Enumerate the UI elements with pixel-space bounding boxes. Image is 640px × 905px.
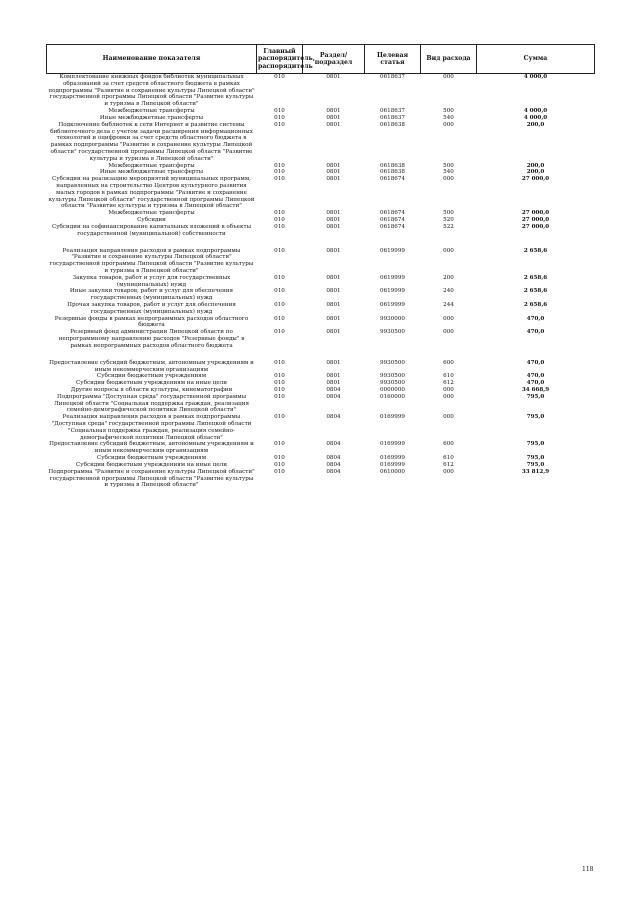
table-row (47, 441, 595, 455)
row-exp-type: 600 (443, 441, 454, 448)
row-exp-type: 000 (443, 315, 454, 322)
row-exp-type: 000 (443, 386, 454, 393)
budget-table (46, 44, 595, 489)
row-exp-type: 000 (443, 393, 454, 400)
row-name: Реализация направления расходов в рамках подпрограммы "Доступная среда" государственной программы Липецкой области "Социальная поддержка граждан, реализация семейно-демографической политики Липецкой области" (51, 414, 252, 441)
row-section: 0801 (326, 176, 341, 183)
row-name: Иные межбюджетные трансферты (99, 169, 204, 176)
row-target: 9930500 (380, 359, 405, 366)
row-main-manager: 010 (274, 108, 285, 115)
row-name: Резервные фонды в рамках непрограммных расходов областного бюджета (54, 315, 249, 329)
row-section: 0801 (326, 121, 341, 128)
row-exp-type: 610 (443, 373, 454, 380)
row-exp-type: 000 (443, 121, 454, 128)
row-name: Другие вопросы в области культуры, кинематографии (70, 386, 233, 393)
row-sum: 795,0 (526, 393, 545, 400)
row-section: 0801 (326, 74, 341, 80)
table-row (47, 302, 595, 316)
row-main-manager: 010 (274, 461, 285, 468)
row-sum: 2 658,6 (523, 302, 548, 308)
row-main-manager: 010 (274, 455, 285, 462)
row-main-manager: 010 (274, 210, 285, 217)
row-exp-type: 000 (443, 329, 454, 336)
row-section: 0801 (326, 108, 341, 115)
table-row (47, 115, 595, 122)
row-name: Субсидии бюджетным учреждениям (96, 373, 207, 380)
row-target: 9930500 (380, 380, 405, 387)
row-name: Подпрограмма "Развитие и сохранение культуры Липецкой области" государственной программы Липецкой области "Развитие культуры и туризма в Липецкой области" (48, 468, 255, 489)
row-target: 0169999 (380, 455, 405, 462)
row-section: 0801 (326, 247, 341, 254)
row-target: 0160000 (380, 393, 405, 400)
row-main-manager: 010 (274, 380, 285, 387)
table-row (47, 74, 595, 109)
row-main-manager: 010 (274, 373, 285, 380)
row-exp-type: 000 (443, 414, 454, 421)
row-main-manager: 010 (274, 288, 285, 295)
row-target: 0618638 (380, 121, 405, 128)
row-target: 0618674 (380, 223, 405, 230)
row-sum: 27 000,0 (521, 217, 550, 224)
row-exp-type: 600 (443, 359, 454, 366)
row-sum: 27 000,0 (521, 210, 550, 217)
row-target: 0618674 (380, 210, 405, 217)
table-row (47, 360, 595, 374)
row-exp-type: 500 (443, 210, 454, 217)
row-section: 0801 (326, 223, 341, 230)
row-main-manager: 010 (274, 114, 285, 121)
row-sum: 2 658,6 (523, 247, 548, 254)
row-sum: 795,0 (526, 414, 545, 421)
row-sum: 470,0 (526, 315, 545, 322)
table-row (47, 380, 595, 387)
row-name: Субсидии бюджетным учреждениям на иные цели (76, 461, 227, 468)
row-target: 0618637 (380, 74, 405, 80)
table-row (47, 275, 595, 289)
row-target: 0619999 (380, 247, 405, 254)
table-row (47, 224, 595, 248)
row-exp-type: 000 (443, 176, 454, 183)
row-target: 0618637 (380, 108, 405, 115)
table-row (47, 394, 595, 414)
row-section: 0801 (326, 380, 341, 387)
header-exp-type: Вид расхода (421, 45, 477, 74)
row-section: 0804 (326, 461, 341, 468)
header-section: Раздел/подраздел (303, 45, 365, 74)
row-sum: 33 812,9 (521, 468, 550, 475)
row-name: Резервный фонд администрации Липецкой области по непрограммному направлению расходов "Резервные фонды" в рамках непрограммных расходов областного бюджета (58, 329, 245, 349)
row-name: Субсидии на реализацию мероприятий муниципальных программ, направленных на строительство Центров культурного развития малых городов в рамках подпрограммы "Развитие и сохранение культуры Липецкой области" государственной программы Липецкой области "Развитие культуры и туризма в Липецкой области" (48, 176, 255, 210)
row-target: 0619999 (380, 274, 405, 281)
row-sum: 200,0 (526, 121, 545, 128)
row-sum: 795,0 (526, 441, 545, 448)
row-main-manager: 010 (274, 414, 285, 421)
row-main-manager: 010 (274, 329, 285, 336)
row-section: 0804 (326, 455, 341, 462)
row-main-manager: 010 (274, 176, 285, 183)
row-section: 0801 (326, 373, 341, 380)
row-section: 0801 (326, 210, 341, 217)
row-main-manager: 010 (274, 441, 285, 448)
row-name: Закупка товаров, работ и услуг для государственных (муниципальных) нужд (72, 274, 231, 288)
table-body (47, 74, 595, 490)
table-row (47, 108, 595, 115)
header-sum: Сумма (477, 45, 595, 74)
table-row (47, 455, 595, 462)
table-row (47, 210, 595, 217)
row-main-manager: 010 (274, 393, 285, 400)
row-target: 9930500 (380, 329, 405, 336)
table-row (47, 288, 595, 302)
row-section: 0801 (326, 315, 341, 322)
row-sum: 470,0 (526, 373, 545, 380)
row-sum: 4 000,0 (523, 74, 548, 80)
row-exp-type: 244 (443, 302, 454, 308)
row-exp-type: 540 (443, 169, 454, 176)
row-exp-type: 612 (443, 380, 454, 387)
row-section: 0804 (326, 441, 341, 448)
row-sum: 27 000,0 (521, 223, 550, 230)
table-row (47, 248, 595, 275)
row-sum: 4 000,0 (523, 114, 548, 121)
row-exp-type: 000 (443, 468, 454, 475)
row-target: 0169999 (380, 441, 405, 448)
table-row (47, 469, 595, 489)
row-target: 0618674 (380, 176, 405, 183)
row-exp-type: 500 (443, 108, 454, 115)
row-main-manager: 010 (274, 302, 285, 308)
row-target: 0000000 (380, 386, 405, 393)
table-row (47, 122, 595, 163)
table-row (47, 329, 595, 359)
row-exp-type: 520 (443, 217, 454, 224)
row-name: Подключение библиотек к сети Интернет и развитие системы библиотечного дела с учетом задачи расширения информационных технологий и оцифровки за счет средств областного бюджета в рамках подпрограммы "Развитие и сохранение культуры Липецкой области" государственной программы Липецкой области "Развитие культуры и туризма в Липецкой области" (50, 121, 253, 162)
row-name: Субсидии на софинансирование капитальных вложений в объекты государственной (муниципальной) собственности (51, 223, 252, 237)
row-name: Прочая закупка товаров, работ и услуг для обеспечения государственных (муниципальных) нужд (67, 302, 236, 315)
row-sum: 470,0 (526, 359, 545, 366)
row-name: Подпрограмма "Доступная среда" государственной программы Липецкой области "Социальная поддержка граждан, реализация семейно-демографической политики Липецкой области" (53, 393, 250, 414)
row-section: 0804 (326, 386, 341, 393)
row-main-manager: 010 (274, 74, 285, 80)
row-sum: 470,0 (526, 380, 545, 387)
row-main-manager: 010 (274, 169, 285, 176)
row-main-manager: 010 (274, 121, 285, 128)
row-name: Субсидии (137, 217, 166, 224)
row-main-manager: 010 (274, 468, 285, 475)
page-number: 118 (582, 866, 594, 873)
row-name: Иные закупки товаров, работ и услуг для обеспечения государственных (муниципальных) нужд (69, 288, 234, 302)
row-name: Межбюджетные трансферты (108, 108, 195, 115)
row-exp-type: 240 (443, 288, 454, 295)
header-main-manager: Главный распорядитель, распорядитель (257, 45, 303, 74)
row-exp-type: 612 (443, 461, 454, 468)
table-header-row (47, 45, 595, 74)
row-exp-type: 000 (443, 247, 454, 254)
row-target: 0618638 (380, 162, 405, 169)
row-main-manager: 010 (274, 315, 285, 322)
row-target: 0610000 (380, 468, 405, 475)
row-sum: 34 668,9 (521, 386, 550, 393)
row-name: Межбюджетные трансферты (108, 162, 195, 169)
row-exp-type: 610 (443, 455, 454, 462)
row-exp-type: 540 (443, 114, 454, 121)
row-name: Межбюджетные трансферты (108, 210, 195, 217)
row-section: 0801 (326, 359, 341, 366)
row-exp-type: 000 (443, 74, 454, 80)
row-target: 9930000 (380, 315, 405, 322)
row-exp-type: 500 (443, 162, 454, 169)
row-name: Иные межбюджетные трансферты (99, 114, 204, 121)
row-name: Реализация направления расходов в рамках подпрограммы "Развитие и сохранение культуры Липецкой области" государственной программы Липецкой области "Развитие культуры и туризма в Липецкой области" (49, 247, 254, 274)
row-name: Предоставление субсидий бюджетным, автономным учреждениям и иным некоммерческим организациям (49, 441, 254, 455)
row-sum: 2 658,6 (523, 274, 548, 281)
row-main-manager: 010 (274, 223, 285, 230)
row-main-manager: 010 (274, 274, 285, 281)
row-section: 0801 (326, 217, 341, 224)
table-row (47, 462, 595, 469)
row-exp-type: 200 (443, 274, 454, 281)
row-main-manager: 010 (274, 217, 285, 224)
row-section: 0801 (326, 302, 341, 308)
row-name: Субсидии бюджетным учреждениям на иные цели (76, 380, 227, 387)
row-name: Комплектование книжных фондов библиотек муниципальных образований за счет средств областного бюджета в рамках подпрограммы "Развитие и сохранение культуры Липецкой области" государственной программы Липецкой области "Развитие культуры и туризма в Липецкой области" (48, 74, 255, 108)
table-row (47, 217, 595, 224)
row-section: 0801 (326, 274, 341, 281)
row-sum: 795,0 (526, 461, 545, 468)
row-sum: 27 000,0 (521, 176, 550, 183)
row-target: 0618637 (380, 114, 405, 121)
row-main-manager: 010 (274, 247, 285, 254)
row-section: 0801 (326, 162, 341, 169)
row-sum: 795,0 (526, 455, 545, 462)
row-target: 0169999 (380, 461, 405, 468)
row-sum: 4 000,0 (523, 108, 548, 115)
table-row (47, 176, 595, 210)
row-sum: 200,0 (526, 162, 545, 169)
row-sum: 200,0 (526, 169, 545, 176)
table-row (47, 316, 595, 330)
row-target: 0169999 (380, 414, 405, 421)
row-target: 0618674 (380, 217, 405, 224)
row-name: Субсидии бюджетным учреждениям (96, 455, 207, 462)
header-name: Наименование показателя (47, 45, 257, 74)
row-section: 0804 (326, 393, 341, 400)
row-section: 0801 (326, 288, 341, 295)
row-exp-type: 522 (443, 223, 454, 230)
header-target: Целевая статья (365, 45, 421, 74)
row-target: 0618638 (380, 169, 405, 176)
row-target: 9930500 (380, 373, 405, 380)
row-section: 0801 (326, 169, 341, 176)
row-target: 0619999 (380, 302, 405, 308)
row-name: Предоставление субсидий бюджетным, автономным учреждениям и иным некоммерческим организациям (49, 359, 254, 373)
row-main-manager: 010 (274, 162, 285, 169)
row-sum: 470,0 (526, 329, 545, 336)
table-row (47, 414, 595, 441)
row-section: 0804 (326, 468, 341, 475)
row-section: 0804 (326, 414, 341, 421)
row-main-manager: 010 (274, 386, 285, 393)
table-row (47, 387, 595, 394)
row-section: 0801 (326, 329, 341, 336)
row-target: 0619999 (380, 288, 405, 295)
row-section: 0801 (326, 114, 341, 121)
row-main-manager: 010 (274, 359, 285, 366)
row-sum: 2 658,6 (523, 288, 548, 295)
